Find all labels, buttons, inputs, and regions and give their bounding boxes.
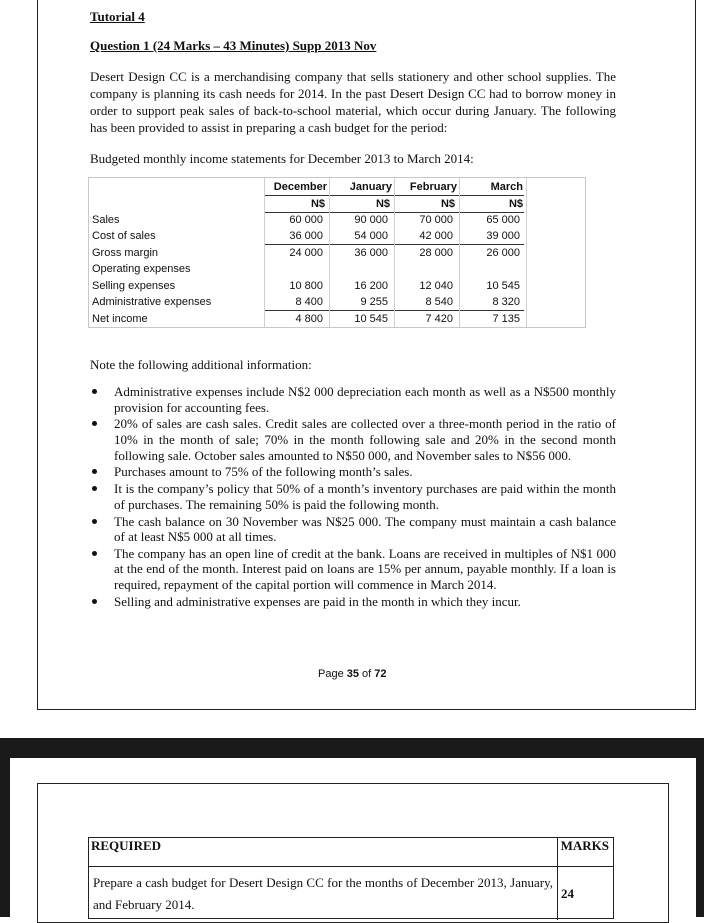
bullet-icon: [92, 469, 97, 474]
column-divider: [526, 178, 527, 327]
header-underline: [265, 212, 329, 213]
table-cell: 36 000: [289, 230, 323, 242]
page-gap-right: [696, 738, 704, 917]
subtotal-line: [395, 244, 459, 245]
subtotal-line: [265, 310, 329, 311]
list-item: [90, 384, 616, 415]
currency-february: N$: [440, 198, 455, 210]
subtotal-line: [460, 244, 524, 245]
table-cell: 8 400: [295, 296, 323, 308]
subtotal-line: [395, 310, 459, 311]
row-label-gross-margin: Gross margin: [92, 247, 159, 259]
marks-heading: MARKS: [560, 838, 609, 853]
table-cell: 24 000: [289, 247, 323, 259]
table-cell: 42 000: [419, 230, 453, 242]
header-underline: [265, 195, 329, 196]
question-title: Question 1 (24 Marks – 43 Minutes) Supp 2013 Nov: [90, 38, 377, 53]
bullet-icon: [92, 519, 97, 524]
subtotal-line: [330, 310, 394, 311]
table-cell: 26 000: [486, 247, 520, 259]
month-header-march: March: [490, 181, 523, 193]
page-number-middle: of: [359, 668, 375, 680]
note-text: Purchases amount to 75% of the following month’s sales.: [114, 464, 413, 480]
notes-intro: Note the following additional information:: [90, 357, 312, 372]
row-label-operating-expenses: Operating expenses: [92, 263, 191, 275]
header-underline: [395, 212, 459, 213]
table-cell: 9 255: [360, 296, 388, 308]
header-underline: [330, 195, 394, 196]
page-number-total: 72: [374, 668, 387, 680]
table-cell: 10 545: [354, 313, 388, 325]
currency-january: N$: [375, 198, 390, 210]
page-number-current: 35: [346, 668, 359, 680]
page-gap: [0, 738, 704, 758]
note-text: The company has an open line of credit at the bank. Loans are received in multiples of N$1 000 at the end of the month. Interest paid on loans are 15% per annum, payable monthly. If a loan is required, repayment of the capital portion will commence in March 2014.: [114, 545, 616, 593]
table-cell: 65 000: [486, 214, 520, 226]
month-header-january: January: [349, 181, 392, 193]
table-cell: 70 000: [419, 214, 453, 226]
table-cell: 4 800: [295, 313, 323, 325]
bullet-icon: [92, 551, 97, 556]
row-label-selling-expenses: Selling expenses: [92, 280, 176, 292]
page-number-prefix: Page: [318, 668, 347, 680]
row-label-net-income: Net income: [92, 313, 148, 325]
table-cell: 8 540: [425, 296, 453, 308]
table-cell: 60 000: [289, 214, 323, 226]
list-item: [90, 481, 616, 512]
subtotal-line: [330, 244, 394, 245]
month-header-december: December: [273, 181, 327, 193]
table-cell: 16 200: [354, 280, 388, 292]
page-gap-left: [0, 738, 10, 917]
marks-value: 24: [561, 886, 574, 901]
note-text: The cash balance on 30 November was N$25 000. The company must maintain a cash balance of at least N$5 000 at all times.: [114, 513, 616, 545]
currency-march: N$: [508, 198, 523, 210]
header-underline: [330, 212, 394, 213]
table-cell: 12 040: [419, 280, 453, 292]
list-item: [90, 464, 616, 480]
header-underline: [395, 195, 459, 196]
currency-december: N$: [310, 198, 325, 210]
list-item: [90, 416, 616, 463]
row-label-sales: Sales: [92, 214, 120, 226]
budget-caption: Budgeted monthly income statements for December 2013 to March 2014:: [90, 151, 474, 166]
bullet-icon: [92, 389, 97, 394]
list-item: [90, 594, 616, 610]
note-text: Selling and administrative expenses are paid in the month in which they incur.: [114, 593, 521, 609]
page-number: [318, 668, 387, 680]
note-text: Administrative expenses include N$2 000 depreciation each month as well as a N$500 monthly provision for accounting fees.: [114, 384, 616, 415]
list-item: [90, 546, 616, 593]
subtotal-line: [265, 244, 329, 245]
row-divider: [89, 866, 613, 867]
header-underline: [460, 212, 524, 213]
header-underline: [460, 195, 524, 196]
table-cell: 7 135: [492, 313, 520, 325]
table-cell: 7 420: [425, 313, 453, 325]
bullet-icon: [92, 421, 97, 426]
required-heading: REQUIRED: [91, 838, 162, 853]
bullet-icon: [92, 599, 97, 604]
table-cell: 10 545: [486, 280, 520, 292]
required-table: [88, 837, 614, 919]
column-divider: [557, 838, 558, 920]
subtotal-line: [460, 310, 524, 311]
table-cell: 28 000: [419, 247, 453, 259]
note-text: It is the company’s policy that 50% of a month’s inventory purchases are paid within the month of purchases. The remaining 50% is paid the following month.: [114, 481, 616, 512]
table-cell: 90 000: [354, 214, 388, 226]
table-cell: 54 000: [354, 230, 388, 242]
tutorial-title: Tutorial 4: [90, 9, 145, 24]
table-cell: 10 800: [289, 280, 323, 292]
bullet-icon: [92, 486, 97, 491]
table-cell: 8 320: [492, 296, 520, 308]
intro-paragraph: Desert Design CC is a merchandising company that sells stationery and other school supplies. The company is planning its cash needs for 2014. In the past Desert Design CC had to borrow money in order to support peak sales of back-to-school material, which occur during January. The following has been provided to assist in preparing a cash budget for the period:: [90, 69, 616, 135]
row-label-cost-of-sales: Cost of sales: [92, 230, 156, 242]
note-text: 20% of sales are cash sales. Credit sales are collected over a three-month period in the ratio of 10% in the month of sale; 70% in the month following sale and 20% in the second month following sale. October sales amounted to N$50 000, and November sales to N$56 000.: [114, 416, 616, 463]
month-header-february: February: [409, 181, 457, 193]
table-cell: 36 000: [354, 247, 388, 259]
required-task: Prepare a cash budget for Desert Design CC for the months of December 2013, January, and February 2014.: [93, 875, 553, 912]
income-statement-table: [88, 177, 586, 328]
notes-list: [90, 384, 616, 611]
list-item: [90, 514, 616, 545]
table-cell: 39 000: [486, 230, 520, 242]
row-label-administrative-expenses: Administrative expenses: [92, 296, 212, 308]
